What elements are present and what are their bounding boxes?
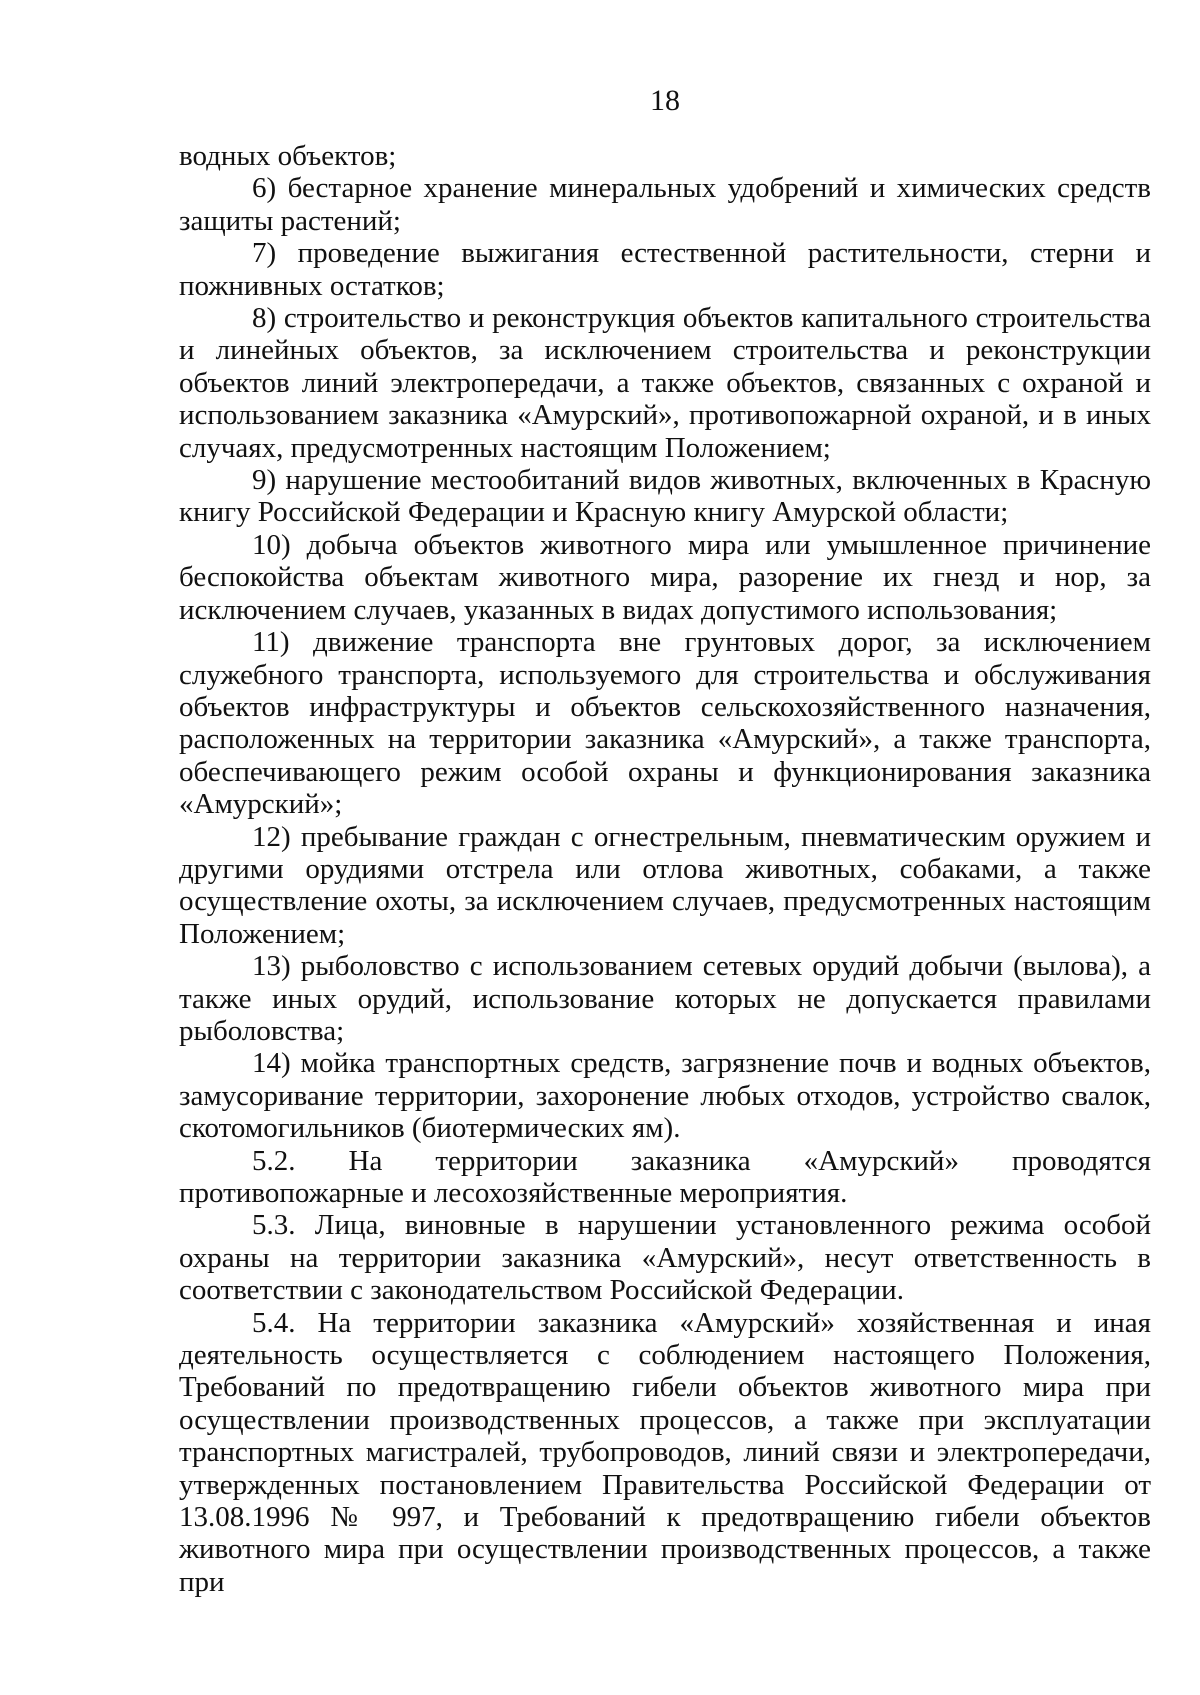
paragraph-continuation: водных объектов;	[179, 140, 397, 172]
page-number: 18	[650, 84, 680, 117]
document-body	[179, 140, 1151, 1598]
list-item-8: 8) строительство и реконструкция объектов капитального строительства и линейных объектов, за исключением строительства и реконструкции объектов линий электропередачи, а также объектов, связанных с охраной и использованием заказника «Амурский», противопожарной охраной, и в иных случаях, предусмотренных настоящим Положением;	[179, 302, 1151, 464]
list-item-10: 10) добыча объектов животного мира или умышленное причинение беспокойства объектам животного мира, разорение их гнезд и нор, за исключением случаев, указанных в видах допустимого использования;	[179, 528, 1151, 626]
list-item-14: 14) мойка транспортных средств, загрязнение почв и водных объектов, замусоривание территории, захоронение любых отходов, устройство свалок, скотомогильников (биотермических ям).	[179, 1047, 1151, 1145]
section-5-4: 5.4. На территории заказника «Амурский» хозяйственная и иная деятельность осуществляется с соблюдением настоящего Положения, Требований по предотвращению гибели объектов животного мира при осуществлении производственных процессов, а также при эксплуатации транспортных магистралей, трубопроводов, линий связи и электропередачи, утвержденных постановлением Правительства Российской Федерации от 13.08.1996 № 997, и Требований к предотвращению гибели объектов животного мира при осуществлении производственных процессов, а также при	[179, 1306, 1151, 1598]
section-5-2: 5.2. На территории заказника «Амурский» проводятся противопожарные и лесохозяйственные мероприятия.	[179, 1144, 1151, 1209]
list-item-12: 12) пребывание граждан с огнестрельным, пневматическим оружием и другими орудиями отстрела или отлова животных, собаками, а также осуществление охоты, за исключением случаев, предусмотренных настоящим Положением;	[179, 820, 1151, 950]
section-5-3: 5.3. Лица, виновные в нарушении установленного режима особой охраны на территории заказника «Амурский», несут ответственность в соответствии с законодательством Российской Федерации.	[179, 1209, 1151, 1307]
list-item-6: 6) бестарное хранение минеральных удобрений и химических средств защиты растений;	[179, 172, 1151, 237]
list-item-13: 13) рыболовство с использованием сетевых орудий добычи (вылова), а также иных орудий, использование которых не допускается правилами рыболовства;	[179, 950, 1151, 1047]
list-item-7: 7) проведение выжигания естественной растительности, стерни и пожнивных остатков;	[179, 237, 1151, 302]
list-item-11: 11) движение транспорта вне грунтовых дорог, за исключением служебного транспорта, используемого для строительства и обслуживания объектов инфраструктуры и объектов сельскохозяйственного назначения, расположенных на территории заказника «Амурский», а также транспорта, обеспечивающего режим особой охраны и функционирования заказника «Амурский»;	[179, 626, 1151, 821]
list-item-9: 9) нарушение местообитаний видов животных, включенных в Красную книгу Российской Федерации и Красную книгу Амурской области;	[179, 464, 1151, 529]
